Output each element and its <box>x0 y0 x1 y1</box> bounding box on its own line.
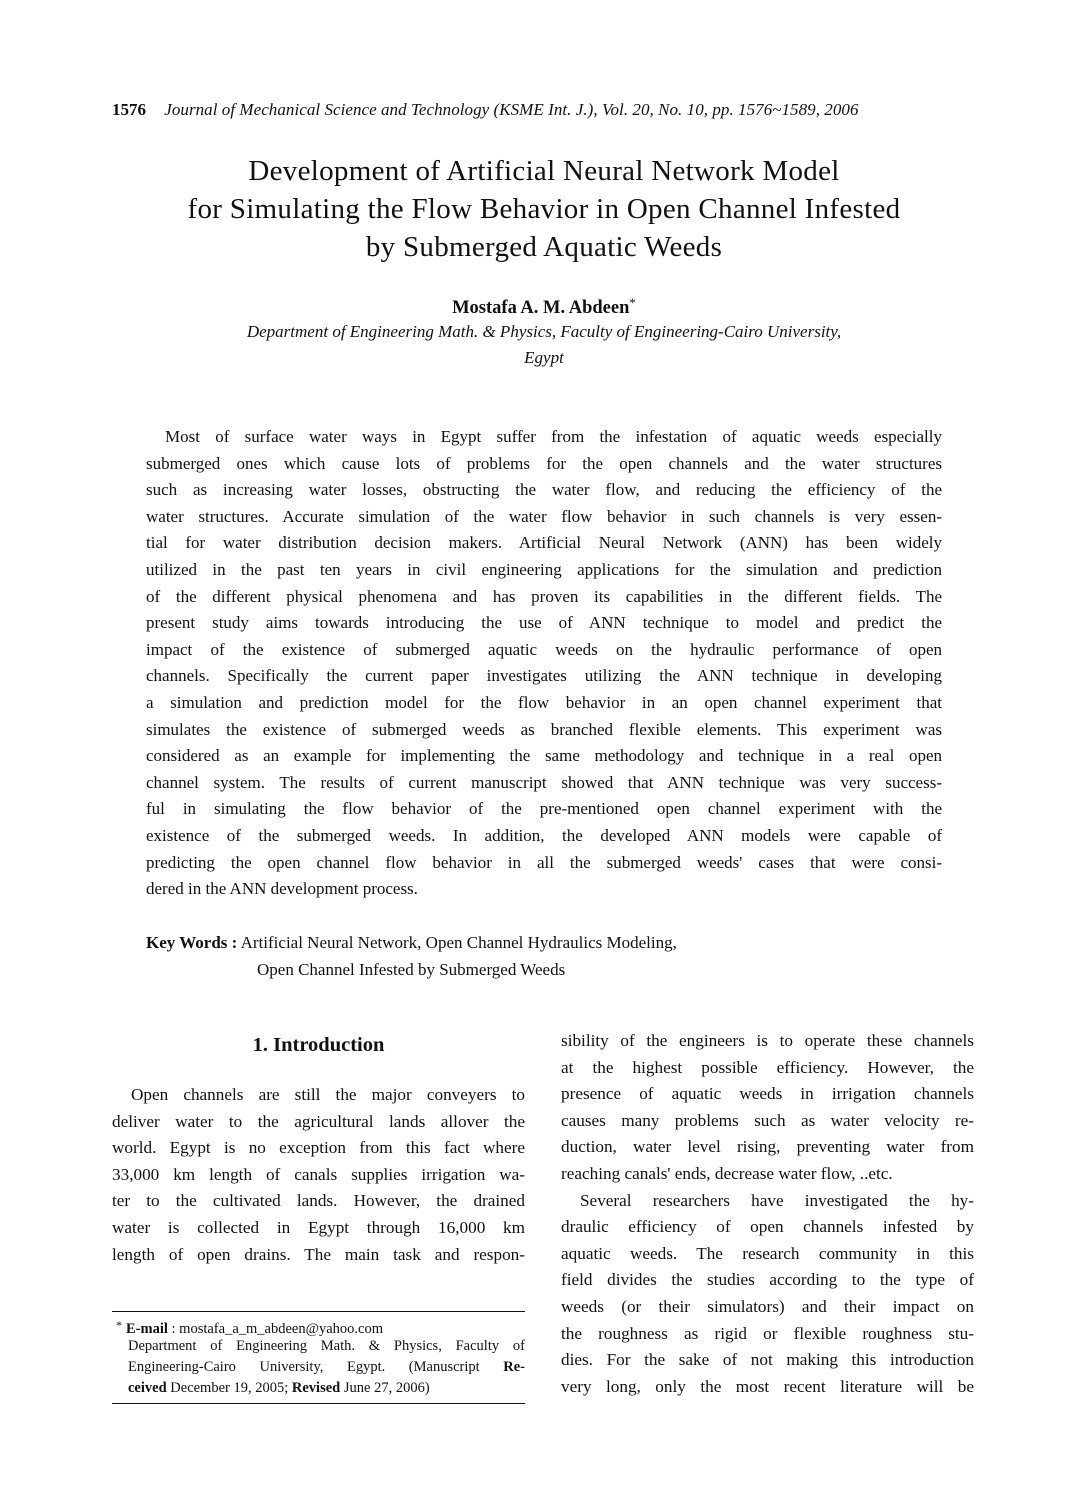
text-line: deliver water to the agricultural lands allover the <box>112 1111 525 1131</box>
text-line: of the different physical phenomena and has proven its capabilities in the different fields. The <box>146 586 942 606</box>
keywords-line: Artificial Neural Network, Open Channel Hydraulics Modeling, <box>240 933 677 952</box>
text-line: water structures. Accurate simulation of the water flow behavior in such channels is very essen- <box>146 506 942 526</box>
author-footnote <box>112 1311 525 1404</box>
revised-label: Revised <box>291 1380 341 1396</box>
keywords-label: Key Words : <box>146 933 238 952</box>
text-line: the roughness as rigid or flexible roughness stu- <box>561 1323 974 1343</box>
title-line: by Submerged Aquatic Weeds <box>365 231 723 263</box>
right-column <box>561 1028 974 1400</box>
text-line: draulic efficiency of open channels infested by <box>561 1217 974 1237</box>
text-line: simulates the existence of submerged weeds as branched flexible elements. This experiment was <box>146 719 942 739</box>
affiliation-line: Department of Engineering Math. & Physics, Faculty of Engineering-Cairo University, <box>246 322 842 341</box>
affiliation <box>100 319 988 371</box>
revised-date: June 27, 2006) <box>340 1380 430 1396</box>
text-line: at the highest possible efficiency. However, the <box>561 1057 974 1077</box>
footnote-line <box>112 1378 525 1399</box>
footnote-marker: * <box>116 1318 122 1332</box>
text-line: Several researchers have investigated the hy- <box>580 1190 974 1210</box>
footnote-text: Engineering-Cairo University, Egypt. (Manuscript <box>128 1359 504 1375</box>
footnote-email-line <box>112 1315 525 1336</box>
text-line: presence of aquatic weeds in irrigation channels <box>561 1084 974 1104</box>
footnote-line: Department of Engineering Math. & Physics, Faculty of <box>128 1338 525 1354</box>
text-line: a simulation and prediction model for the flow behavior in an open channel experiment that <box>146 692 942 712</box>
title-line: for Simulating the Flow Behavior in Open Channel Infested <box>187 193 901 225</box>
text-line: length of open drains. The main task and respon- <box>112 1244 525 1264</box>
text-line: sibility of the engineers is to operate these channels <box>561 1031 974 1050</box>
text-line: dered in the ANN development process. <box>146 879 418 899</box>
introduction-paragraph-1-continued <box>561 1028 974 1188</box>
text-line: ful in simulating the flow behavior of the pre-mentioned open channel experiment with the <box>146 799 942 819</box>
text-line: tial for water distribution decision makers. Artificial Neural Network (ANN) has been widely <box>146 533 942 553</box>
text-line: duction, water level rising, preventing water from <box>561 1137 974 1157</box>
text-line: water is collected in Egypt through 16,000 km <box>112 1217 525 1237</box>
text-line: very long, only the most recent literature will be <box>561 1376 974 1396</box>
text-line: dies. For the sake of not making this introduction <box>561 1350 974 1370</box>
running-head <box>112 98 978 122</box>
text-line: reaching canals' ends, decrease water flow, ..etc. <box>561 1163 893 1183</box>
author-name: Mostafa A. M. Abdeen <box>452 298 630 318</box>
keywords-line: Open Channel Infested by Submerged Weeds <box>257 960 566 979</box>
title-line: Development of Artificial Neural Network Model <box>248 155 840 187</box>
section-heading-introduction: 1. Introduction <box>252 1034 385 1056</box>
email-separator: : <box>167 1321 180 1337</box>
email-label: E-mail <box>126 1321 168 1337</box>
text-line: Most of surface water ways in Egypt suffer from the infestation of aquatic weeds especially <box>165 427 942 446</box>
received-date: December 19, 2005; <box>166 1380 292 1396</box>
author <box>100 290 988 321</box>
email-address: mostafa_a_m_abdeen@yahoo.com <box>179 1321 383 1337</box>
text-line: ter to the cultivated lands. However, the drained <box>112 1191 525 1211</box>
author-footnote-marker: * <box>629 295 636 310</box>
text-line: present study aims towards introducing the use of ANN technique to model and predict the <box>146 613 942 633</box>
affiliation-line: Egypt <box>524 348 564 367</box>
text-line: submerged ones which cause lots of problems for the open channels and the water structures <box>146 453 942 473</box>
text-line: utilized in the past ten years in civil engineering applications for the simulation and prediction <box>146 559 942 579</box>
left-column <box>112 1030 525 1268</box>
journal-citation: Journal of Mechanical Science and Technology (KSME Int. J.), Vol. 20, No. 10, pp. 1576~1589, 2006 <box>164 100 859 119</box>
text-line: causes many problems such as water velocity re- <box>561 1110 974 1130</box>
text-line: considered as an example for implementing the same methodology and technique in a real open <box>146 746 942 766</box>
footnote-line <box>112 1357 525 1378</box>
text-line: Open channels are still the major conveyers to <box>131 1085 525 1104</box>
page-number: 1576 <box>112 100 146 119</box>
text-line: aquatic weeds. The research community in this <box>561 1243 974 1263</box>
received-label: Re- <box>503 1359 525 1375</box>
paper-title <box>100 152 988 266</box>
text-line: such as increasing water losses, obstructing the water flow, and reducing the efficiency of the <box>146 480 942 500</box>
text-line: channels. Specifically the current paper investigates utilizing the ANN technique in developing <box>146 666 942 686</box>
received-label-cont: ceived <box>128 1380 167 1396</box>
text-line: predicting the open channel flow behavior in all the submerged weeds' cases that were consi- <box>146 852 942 872</box>
text-line: field divides the studies according to the type of <box>561 1270 974 1290</box>
text-line: existence of the submerged weeds. In addition, the developed ANN models were capable of <box>146 825 942 845</box>
keywords <box>146 929 942 983</box>
text-line: 33,000 km length of canals supplies irrigation wa- <box>112 1164 525 1184</box>
introduction-paragraph-1 <box>112 1082 525 1268</box>
abstract <box>146 424 942 903</box>
text-line: impact of the existence of submerged aquatic weeds on the hydraulic performance of open <box>146 639 942 659</box>
introduction-paragraph-2 <box>561 1188 974 1401</box>
text-line: channel system. The results of current manuscript showed that ANN technique was very success- <box>146 772 942 792</box>
text-line: world. Egypt is no exception from this fact where <box>112 1138 525 1158</box>
text-line: weeds (or their simulators) and their impact on <box>561 1296 974 1316</box>
